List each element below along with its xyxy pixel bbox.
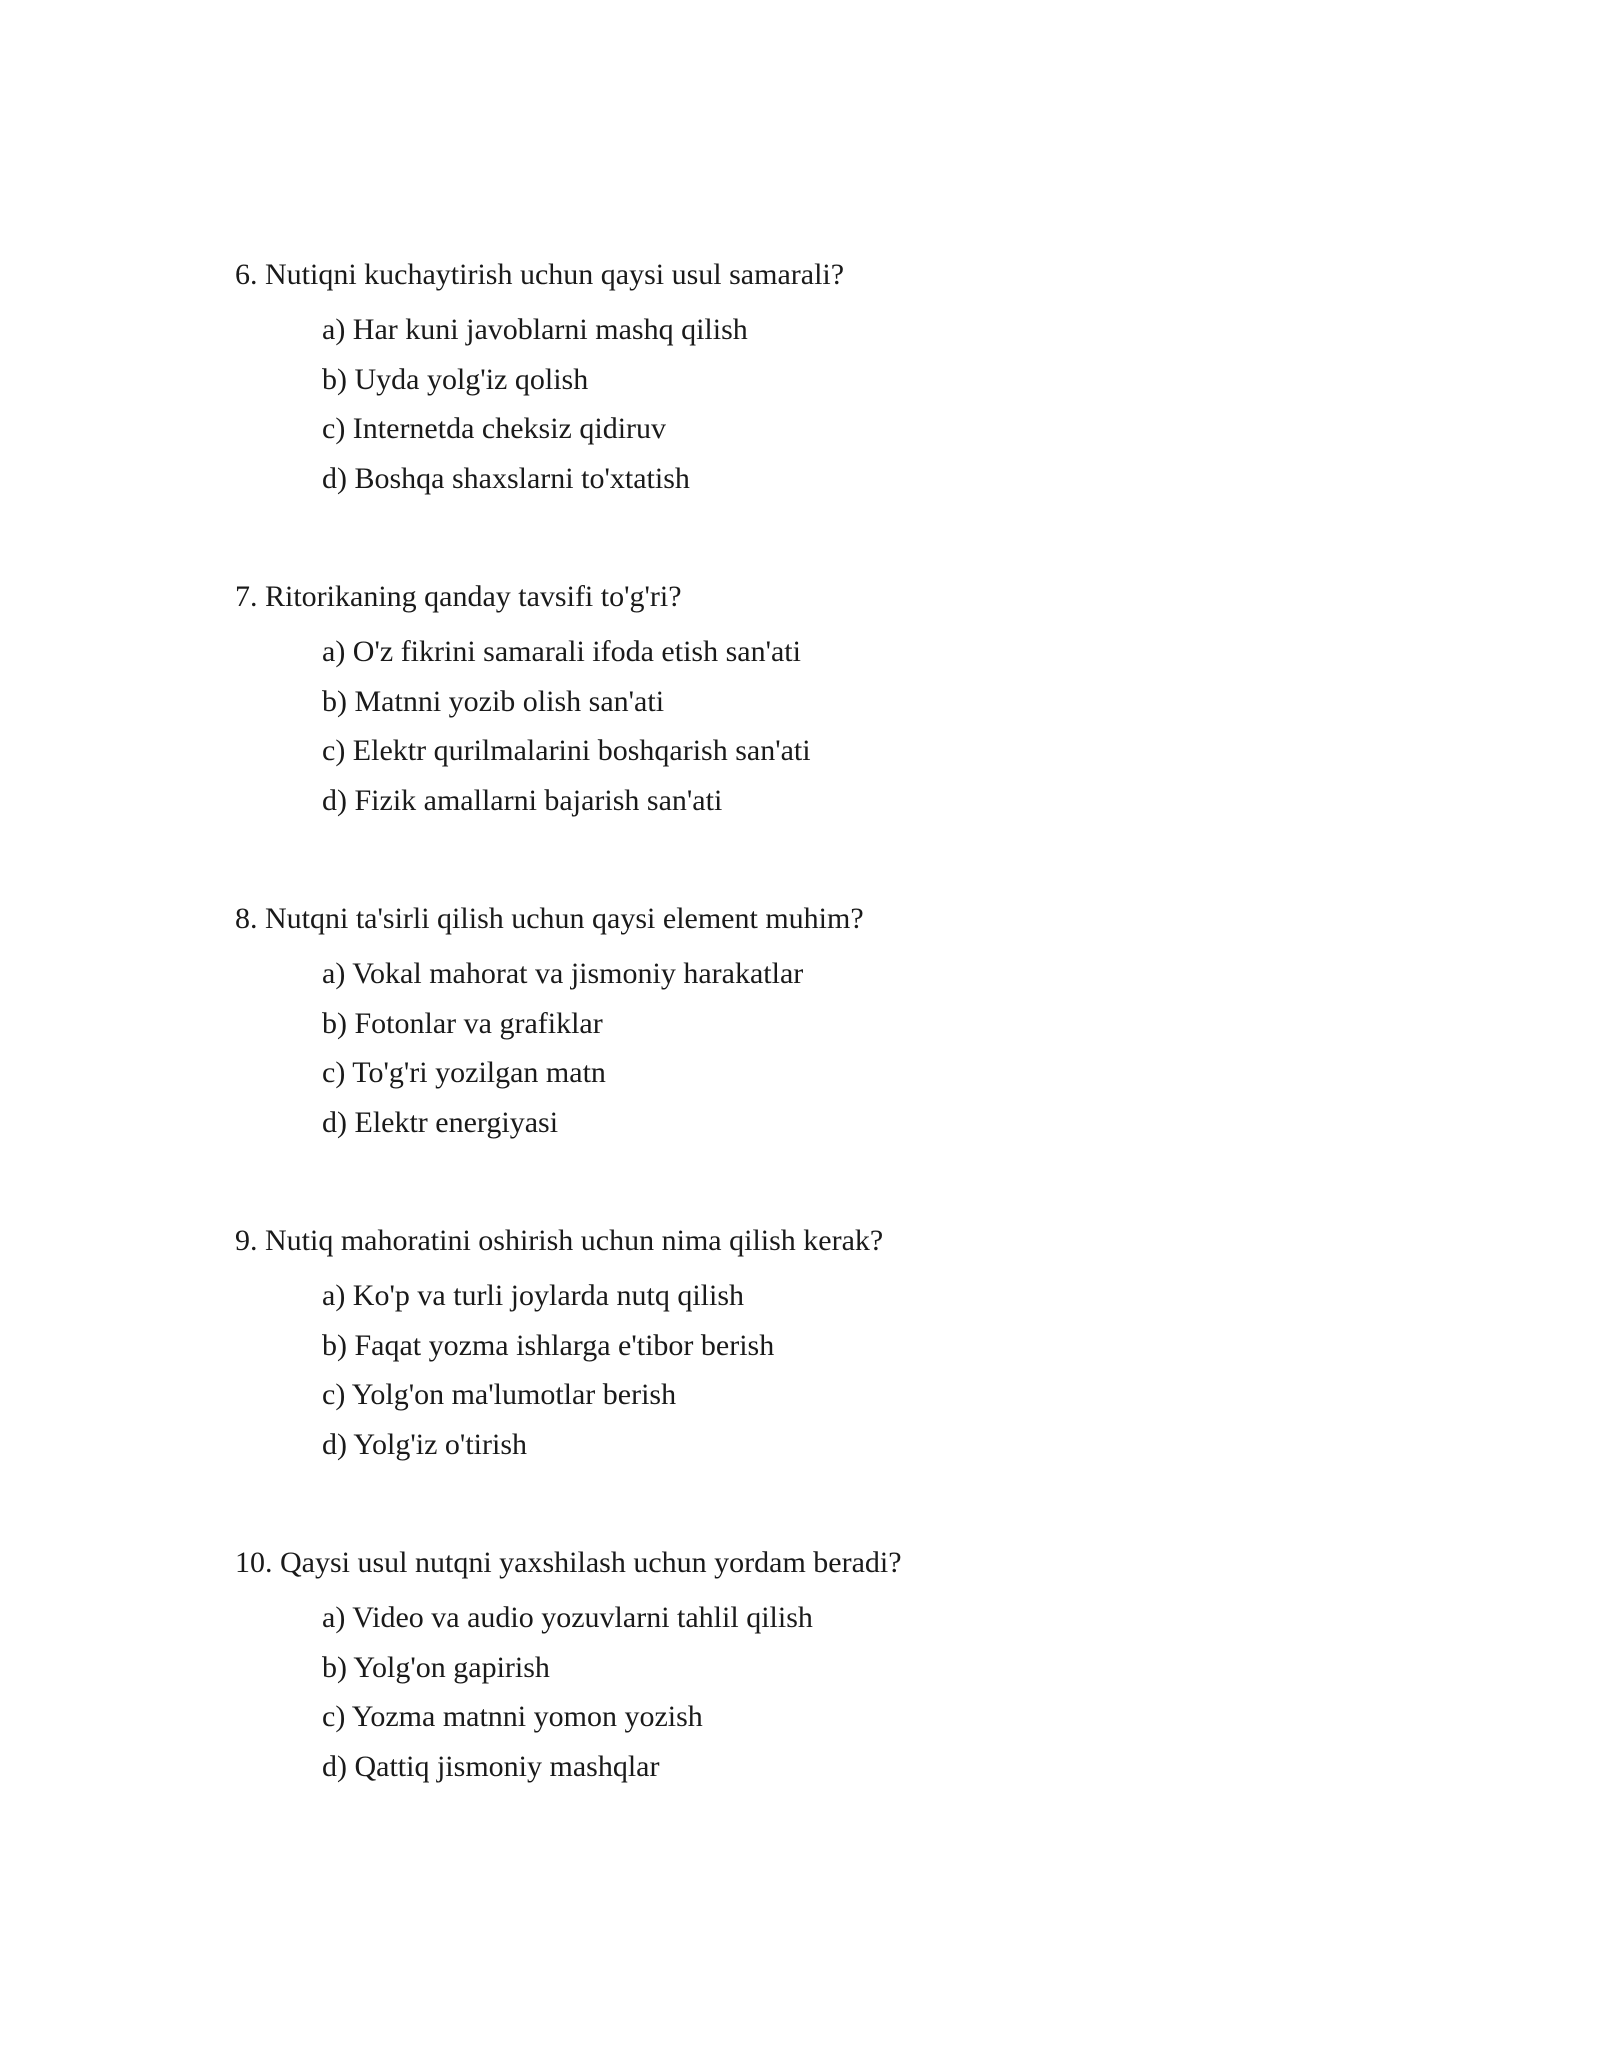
answer-option-b: b) Faqat yozma ishlarga e'tibor berish	[322, 1328, 775, 1362]
question-text: 9. Nutiq mahoratini oshirish uchun nima qilish kerak?	[235, 1224, 884, 1257]
answer-option-c: c) Yozma matnni yomon yozish	[322, 1700, 703, 1733]
question-6	[235, 258, 1435, 511]
answer-option-d: d) Qattiq jismoniy mashqlar	[322, 1749, 660, 1783]
answer-option-a: a) Video va audio yozuvlarni tahlil qilish	[322, 1601, 813, 1634]
question-text: 6. Nutiqni kuchaytirish uchun qaysi usul samarali?	[235, 258, 845, 291]
answer-option-d: d) Yolg'iz o'tirish	[322, 1427, 528, 1461]
answer-option-a: a) Ko'p va turli joylarda nutq qilish	[322, 1279, 744, 1312]
answer-option-c: c) To'g'ri yozilgan matn	[322, 1056, 606, 1089]
answer-option-c: c) Internetda cheksiz qidiruv	[322, 412, 667, 445]
answer-option-a: a) Har kuni javoblarni mashq qilish	[322, 313, 748, 346]
answer-option-a: a) Vokal mahorat va jismoniy harakatlar	[322, 957, 804, 990]
question-text: 8. Nutqni ta'sirli qilish uchun qaysi element muhim?	[235, 902, 864, 935]
answer-options	[235, 957, 1435, 1140]
answer-option-b: b) Yolg'on gapirish	[322, 1650, 550, 1684]
question-text: 10. Qaysi usul nutqni yaxshilash uchun yordam beradi?	[235, 1546, 902, 1579]
answer-option-c: c) Elektr qurilmalarini boshqarish san'ati	[322, 734, 811, 767]
answer-option-b: b) Uyda yolg'iz qolish	[322, 362, 589, 396]
question-text: 7. Ritorikaning qanday tavsifi to'g'ri?	[235, 580, 682, 613]
answer-option-b: b) Matnni yozib olish san'ati	[322, 684, 665, 718]
answer-option-d: d) Fizik amallarni bajarish san'ati	[322, 783, 723, 817]
answer-option-d: d) Elektr energiyasi	[322, 1105, 559, 1139]
answer-options	[235, 1601, 1435, 1784]
answer-options	[235, 313, 1435, 496]
question-8	[235, 902, 1435, 1155]
answer-options	[235, 635, 1435, 818]
question-10	[235, 1546, 1435, 1799]
answer-option-a: a) O'z fikrini samarali ifoda etish san'ati	[322, 635, 801, 668]
answer-options	[235, 1279, 1435, 1462]
question-9	[235, 1224, 1435, 1477]
question-7	[235, 580, 1435, 833]
answer-option-d: d) Boshqa shaxslarni to'xtatish	[322, 461, 690, 495]
answer-option-c: c) Yolg'on ma'lumotlar berish	[322, 1378, 677, 1411]
answer-option-b: b) Fotonlar va grafiklar	[322, 1006, 603, 1040]
